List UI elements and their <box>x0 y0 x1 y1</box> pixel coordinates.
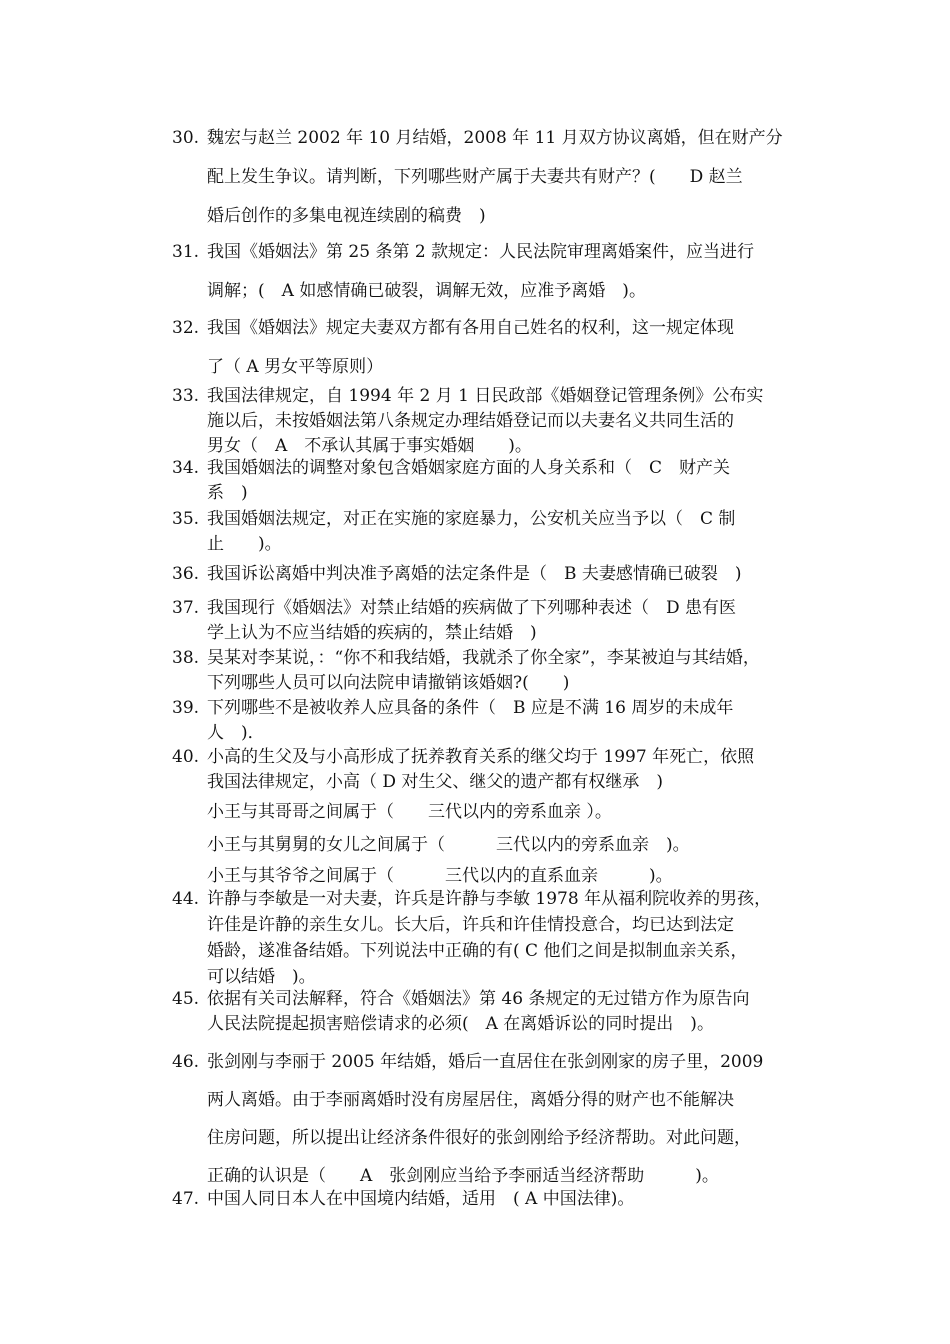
question-number: 45. <box>172 989 200 1009</box>
question-item <box>172 886 812 990</box>
question-text-line: 配上发生争议。请判断，下列哪些财产属于夫妻共有财产？( D 赵兰 <box>207 167 743 187</box>
question-item <box>172 1043 812 1195</box>
question-text-line: 我国《婚姻法》第 25 条第 2 款规定：人民法院审理离婚案件，应当进行 <box>207 242 755 262</box>
question-number: 32. <box>172 318 200 338</box>
question-text-line: 我国《婚姻法》规定夫妻双方都有各用自己姓名的权利，这一规定体现 <box>207 318 734 338</box>
question-item <box>172 596 812 646</box>
question-text-line: 我国法律规定，自 1994 年 2 月 1 日民政部《婚姻登记管理条例》公布实 <box>207 386 764 406</box>
question-item <box>172 384 812 459</box>
question-item <box>172 1187 812 1212</box>
question-text-line: 魏宏与赵兰 2002 年 10 月结婚，2008 年 11 月双方协议离婚，但在财产分 <box>207 128 783 148</box>
question-item <box>172 562 812 587</box>
question-text-line: 人 )． <box>207 723 265 743</box>
question-text-line: 许静与李敏是一对夫妻，许兵是许静与李敏 1978 年从福利院收养的男孩， <box>207 889 772 909</box>
question-text-line: 我国诉讼离婚中判决准予离婚的法定条件是（ B 夫妻感情确已破裂 ) <box>207 564 742 584</box>
question-text-line: 可以结婚 )。 <box>207 967 316 987</box>
question-number: 47. <box>172 1189 200 1209</box>
question-item <box>172 119 812 236</box>
question-text-line: 学上认为不应当结婚的疾病的，禁止结婚 ) <box>207 623 537 643</box>
question-text-line: 系 ) <box>207 483 248 503</box>
question-text-line: 下列哪些不是被收养人应具备的条件（ B 应是不满 16 周岁的未成年 <box>207 698 734 718</box>
question-text-line: 张剑刚与李丽于 2005 年结婚，婚后一直居住在张剑刚家的房子里，2009 <box>207 1052 764 1072</box>
question-item <box>172 800 812 825</box>
question-text-line: 止 )。 <box>207 534 282 554</box>
question-item <box>172 696 812 746</box>
question-text-line: 婚后创作的多集电视连续剧的稿费 ) <box>207 206 486 226</box>
question-text-line: 男女（ A 不承认其属于事实婚姻 )。 <box>207 436 532 456</box>
question-text-line: 了（ A 男女平等原则） <box>207 357 384 377</box>
question-text-line: 小王与其爷爷之间属于（ 三代以内的直系血亲 )。 <box>207 866 673 886</box>
question-text-line: 吴某对李某说，：“你不和我结婚，我就杀了你全家”，李某被迫与其结婚， <box>207 648 760 668</box>
question-text-line: 小高的生父及与小高形成了抚养教育关系的继父均于 1997 年死亡，依照 <box>207 747 755 767</box>
question-item <box>172 233 812 311</box>
question-text-line: 调解；( A 如感情确已破裂，调解无效，应准予离婚 )。 <box>207 281 646 301</box>
question-text-line: 住房问题，所以提出让经济条件很好的张剑刚给予经济帮助。对此问题， <box>207 1128 751 1148</box>
question-item <box>172 987 812 1037</box>
question-number: 46. <box>172 1052 200 1072</box>
question-item <box>172 456 812 506</box>
question-number: 34. <box>172 458 200 478</box>
question-text-line: 许佳是许静的亲生女儿。长大后，许兵和许佳情投意合，均已达到法定 <box>207 915 734 935</box>
question-text-line: 下列哪些人员可以向法院申请撤销该婚姻?( ) <box>207 673 570 693</box>
question-text-line: 两人离婚。由于李丽离婚时没有房屋居住，离婚分得的财产也不能解决 <box>207 1090 734 1110</box>
question-text-line: 我国法律规定，小高（ D 对生父、继父的遗产都有权继承 ) <box>207 772 664 792</box>
question-item <box>172 646 812 696</box>
question-item <box>172 309 812 387</box>
question-text-line: 施以后，未按婚姻法第八条规定办理结婚登记而以夫妻名义共同生活的 <box>207 411 734 431</box>
question-number: 39. <box>172 698 200 718</box>
question-text-line: 中国人同日本人在中国境内结婚，适用 ( A 中国法律)。 <box>207 1189 635 1209</box>
question-number: 40. <box>172 747 200 767</box>
question-number: 36. <box>172 564 200 584</box>
question-text-line: 我国婚姻法的调整对象包含婚姻家庭方面的人身关系和（ C 财产关 <box>207 458 731 478</box>
question-item <box>172 745 812 795</box>
question-number: 44. <box>172 889 200 909</box>
question-text-line: 小王与其哥哥之间属于（ 三代以内的旁系血亲 ）。 <box>207 802 612 822</box>
question-number: 38. <box>172 648 200 668</box>
question-text-line: 依据有关司法解释，符合《婚姻法》第 46 条规定的无过错方作为原告向 <box>207 989 750 1009</box>
question-number: 31. <box>172 242 200 262</box>
question-number: 30. <box>172 128 200 148</box>
question-text-line: 小王与其舅舅的女儿之间属于（ 三代以内的旁系血亲 )。 <box>207 835 690 855</box>
question-text-line: 我国现行《婚姻法》对禁止结婚的疾病做了下列哪种表述（ D 患有医 <box>207 598 737 618</box>
question-number: 33. <box>172 386 200 406</box>
question-item <box>172 507 812 557</box>
question-text-line: 正确的认识是（ A 张剑刚应当给予李丽适当经济帮助 )。 <box>207 1166 719 1186</box>
question-text-line: 我国婚姻法规定，对正在实施的家庭暴力，公安机关应当予以（ C 制 <box>207 509 736 529</box>
question-item <box>172 833 812 858</box>
question-text-line: 婚龄，遂准备结婚。下列说法中正确的有( C 他们之间是拟制血亲关系， <box>207 941 748 961</box>
question-number: 35. <box>172 509 200 529</box>
question-number: 37. <box>172 598 200 618</box>
question-text-line: 人民法院提起损害赔偿请求的必须( A 在离婚诉讼的同时提出 )。 <box>207 1014 714 1034</box>
